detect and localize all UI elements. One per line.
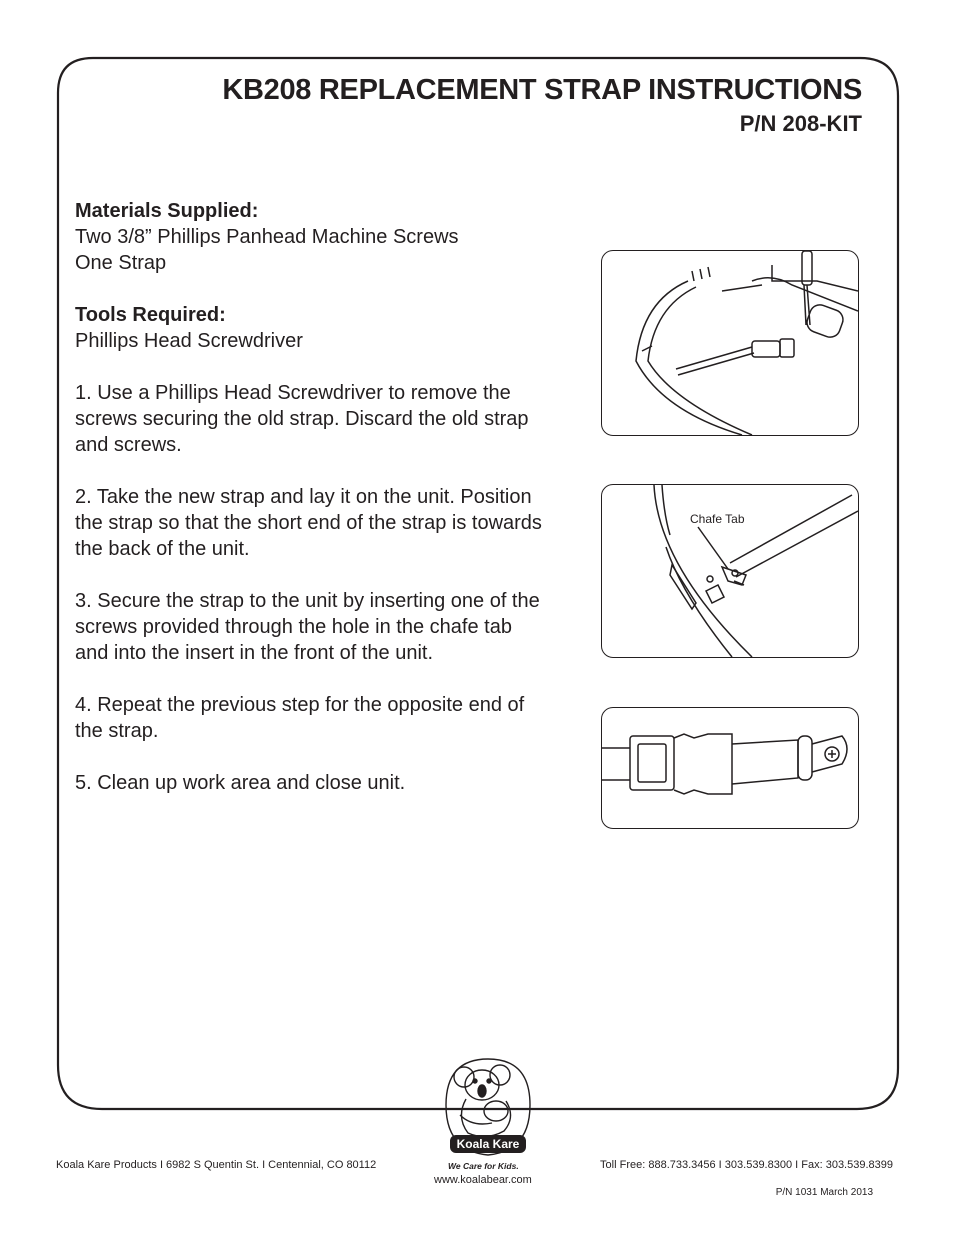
step-4: 4. Repeat the previous step for the opposite end of the strap. [75,694,525,742]
step-5: 5. Clean up work area and close unit. [75,772,406,794]
instructions [75,198,545,822]
figure-strap-buckle [601,707,859,829]
koala-ear-icon [454,1067,474,1087]
step-3: 3. Secure the strap to the unit by inserting one of the screws provided through the hole in the chafe tab and into the insert in the front of the unit. [75,590,540,664]
screwdriver-illustration [602,251,858,435]
footer-address: Koala Kare Products I 6982 S Quentin St. I Centennial, CO 80112 [56,1159,377,1171]
logo-tagline: We Care for Kids. [448,1161,519,1171]
chafe-tab-callout: Chafe Tab [690,512,745,526]
page-title: KB208 REPLACEMENT STRAP INSTRUCTIONS [222,74,862,106]
footer-website: www.koalabear.com [434,1174,532,1186]
strap-buckle-illustration [602,708,858,828]
part-number: P/N 208-KIT [739,111,862,136]
logo-wordmark: Koala Kare [456,1137,520,1151]
koala-kare-logo [442,1055,534,1165]
materials-item: One Strap [75,252,167,274]
footer-contact: Toll Free: 888.733.3456 I 303.539.8300 I Fax: 303.539.8399 [600,1159,893,1171]
document-number: P/N 1031 March 2013 [775,1187,873,1198]
step-2: 2. Take the new strap and lay it on the unit. Position the strap so that the short end of the strap is towards the back of the unit. [75,486,542,560]
materials-item: Two 3/8” Phillips Panhead Machine Screws [75,226,459,248]
tools-section [75,302,545,354]
materials-section [75,198,545,276]
step-1: 1. Use a Phillips Head Screwdriver to remove the screws securing the old strap. Discard the old strap and screws. [75,382,529,456]
tools-heading: Tools Required: [75,304,226,326]
chafe-tab-illustration [602,485,858,657]
tools-item: Phillips Head Screwdriver [75,330,303,352]
figure-chafe-tab [601,484,859,658]
figure-remove-strap [601,250,859,436]
materials-heading: Materials Supplied: [75,200,259,222]
